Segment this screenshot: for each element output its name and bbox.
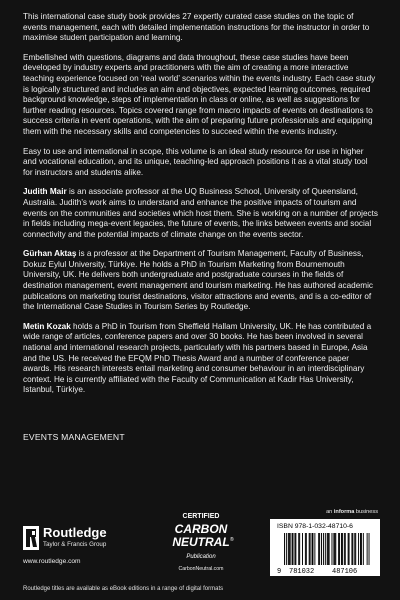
barcode-bar <box>299 533 300 565</box>
barcode-bar <box>345 533 346 565</box>
barcode-bar <box>348 533 349 565</box>
author-bio-1 <box>23 187 379 240</box>
cert-brand-1: CARBON <box>174 522 228 536</box>
author-bio-3 <box>23 322 379 396</box>
barcode-bar <box>284 533 285 565</box>
barcode-bar <box>335 533 336 565</box>
barcode-bar <box>318 533 319 565</box>
barcode-bar <box>338 533 339 565</box>
back-cover-text <box>23 12 379 405</box>
publisher-name: Routledge <box>43 525 107 540</box>
informa-brand: informa <box>333 509 355 515</box>
informa-suffix: business <box>354 509 378 515</box>
barcode-bar <box>306 533 307 565</box>
cert-label: Publication <box>186 554 216 560</box>
barcode-bar <box>329 533 330 565</box>
barcode-bar <box>342 533 343 565</box>
barcode-bar <box>349 533 350 565</box>
barcode-bar <box>332 533 333 565</box>
barcode-bar <box>295 533 296 565</box>
barcode-bar <box>333 533 334 565</box>
author-name: Metin Kozak <box>23 321 71 331</box>
barcode-bar <box>325 533 326 565</box>
barcode-bar <box>354 533 355 565</box>
barcode-bar <box>339 533 340 565</box>
barcode-digits-left: 781032 <box>289 568 315 575</box>
barcode-bar <box>309 533 310 565</box>
barcode-bar <box>355 533 356 565</box>
barcode-bar <box>286 533 287 565</box>
barcode-bar <box>361 533 362 565</box>
barcode-bar <box>351 533 352 565</box>
subject-category: EVENTS MANAGEMENT <box>23 432 125 442</box>
cert-top: CERTIFIED <box>182 513 220 520</box>
barcode-bar <box>327 533 328 565</box>
cert-brand-2: NEUTRAL <box>172 535 230 549</box>
barcode-bar <box>288 533 289 565</box>
author-bio-text: is an associate professor at the UQ Business School, University of Queensland, Australia. Judith’s work aims to understand and enhance the positive impacts of tourism and events on the communities and societies which host them. She is working on a number of projects in fields including mega-event legacies, the future of events, the links between events and social connectivity and the potential impacts of climate change on the events sector. <box>23 187 378 239</box>
publisher-url: www.routledge.com <box>23 558 81 565</box>
barcode-bar <box>341 533 342 565</box>
carbon-neutral-badge-icon <box>158 508 244 566</box>
author-name: Judith Mair <box>23 187 67 197</box>
barcode-bar <box>321 533 322 565</box>
barcode-bar <box>358 533 359 565</box>
barcode-bar <box>344 533 345 565</box>
barcode-bar <box>314 533 315 565</box>
barcode-bar <box>363 533 364 565</box>
cert-reg: ® <box>230 537 234 543</box>
intro-paragraph-2: Embellished with questions, diagrams and data throughout, these case studies have been developed by industry experts and practitioners with the aim of creating a more interactive teaching experience focused on ‘real world’ scenarios within the events industry. Each case study is logically structured and includes an aim and objectives, expected learning outcomes, required background knowledge, steps of implementation in class or online, as well as suggestions for further reading resources. Topics covered range from macro impacts of events on destinations to success criteria in event operations, with the aim of preparing future professionals and equipping them with the necessary skills and competencies to succeed within the events industry. <box>23 52 376 136</box>
barcode-bar <box>294 533 295 565</box>
barcode-bar <box>334 533 335 565</box>
barcode-digits-right: 487106 <box>332 568 358 575</box>
barcode-bar <box>292 533 293 565</box>
author-bio-2 <box>23 249 379 313</box>
barcode-icon <box>276 533 374 575</box>
barcode-bar <box>305 533 306 565</box>
ebook-availability-note: Routledge titles are available as eBook editions in a range of digital formats <box>23 586 224 592</box>
barcode-digit-lead: 9 <box>277 568 282 575</box>
barcode-bar <box>352 533 353 565</box>
informa-tagline <box>326 509 378 515</box>
intro-paragraph-1: This international case study book provides 27 expertly curated case studies on the topic of events management, each with detailed implementation instructions for the instructor in order to maximise student participation and learning. <box>23 12 370 43</box>
barcode-bar <box>328 533 329 565</box>
author-name: Gürhan Aktaş <box>23 249 77 259</box>
author-bio-text: holds a PhD in Tourism from Sheffield Hallam University, UK. He has contributed a wide range of articles, conference papers and over 30 books. He has been involved in several national and international research projects, particularly with his partners based in Europe, Asia and the US. He received the EFQM PhD Thesis Award and a number of conference paper awards. His research interests entail marketing and consumer behaviour in an interdisciplinary context. He is currently affiliated with the Faculty of Communication at Kadir Has University, Istanbul, Türkiye. <box>23 321 372 395</box>
barcode-bar <box>302 533 303 565</box>
barcode-bar <box>298 533 299 565</box>
barcode-bar <box>319 533 320 565</box>
isbn-label: ISBN 978-1-032-48710-6 <box>277 523 353 530</box>
routledge-mark-icon <box>23 526 39 550</box>
barcode-bar <box>360 533 361 565</box>
cert-url: CarbonNeutral.com <box>178 566 224 572</box>
barcode-bar <box>310 533 311 565</box>
barcode-bar <box>313 533 314 565</box>
publisher-group: Taylor & Francis Group <box>43 541 107 548</box>
carbon-neutral-badge <box>158 508 244 574</box>
routledge-logo <box>23 520 133 570</box>
barcode-bar <box>367 533 368 565</box>
barcode-bar <box>312 533 313 565</box>
isbn-barcode <box>270 519 380 576</box>
barcode-bar <box>323 533 324 565</box>
barcode-bar <box>293 533 294 565</box>
barcode-bar <box>369 533 370 565</box>
barcode-bar <box>290 533 291 565</box>
barcode-bar <box>289 533 290 565</box>
informa-prefix: an <box>326 509 334 515</box>
author-bio-text: is a professor at the Department of Tourism Management, Faculty of Business, Dokuz Eylul University, Türkiye. He holds a PhD in Tourism Marketing from Bournemouth University, UK. He delivers both undergraduate and postgraduate courses in the fields of destination management, event management and tourism marketing. He has authored academic publications on marketing tourist destinations, visitor attractions and events, and is a co-editor of the International Case Studies in Tourism Series by Routledge. <box>23 249 373 312</box>
intro-paragraph-3: Easy to use and international in scope, this volume is an ideal study resource for use in higher and vocational education, and its unique, teaching-led approach positions it as a vital study tool for instructors and students alike. <box>23 146 368 177</box>
